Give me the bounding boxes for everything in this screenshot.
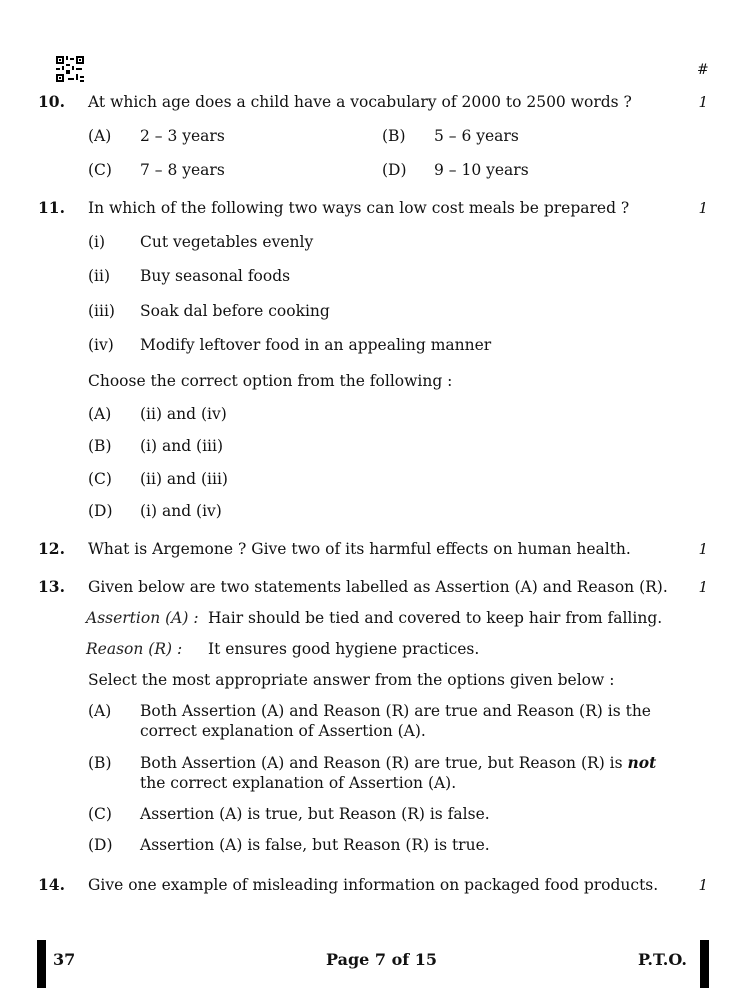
option-label: (D) (88, 502, 113, 520)
option-text: Both Assertion (A) and Reason (R) are true and Reason (R) is the correct explanation of Assertion (A). (140, 702, 651, 740)
item-label: (iv) (88, 336, 114, 354)
item-label: (iii) (88, 302, 115, 320)
question-prompt: Choose the correct option from the following : (88, 372, 453, 390)
option-text: Assertion (A) is false, but Reason (R) is true. (140, 836, 490, 854)
assertion-label: Assertion (A) : (86, 609, 199, 627)
item-text: Soak dal before cooking (140, 302, 330, 320)
marks: 1 (698, 578, 708, 596)
reason-label: Reason (R) : (86, 640, 183, 658)
question-number: 14. (38, 875, 65, 894)
item-label: (ii) (88, 267, 111, 285)
marks: 1 (698, 199, 708, 217)
qr-code-icon (56, 56, 84, 82)
option-label: (C) (88, 805, 112, 823)
option-label: (D) (382, 161, 407, 179)
option-label: (B) (382, 127, 406, 145)
option-text: (i) and (iii) (140, 437, 224, 455)
option-label: (D) (88, 836, 113, 854)
marks: 1 (698, 540, 708, 558)
marks: 1 (698, 93, 708, 111)
question-prompt: Select the most appropriate answer from the options given below : (88, 671, 615, 689)
item-text: Cut vegetables evenly (140, 233, 314, 251)
option-text: Both Assertion (A) and Reason (R) are true, but Reason (R) is not the correct explanation of Assertion (A). (140, 753, 657, 792)
page-number: Page 7 of 15 (326, 950, 437, 969)
item-text: Modify leftover food in an appealing manner (140, 336, 492, 354)
question-text: In which of the following two ways can low cost meals be prepared ? (88, 199, 630, 217)
question-number: 11. (38, 198, 65, 217)
question-text: At which age does a child have a vocabulary of 2000 to 2500 words ? (88, 93, 632, 111)
page-hash-mark: # (697, 62, 709, 78)
option-label: (A) (88, 405, 112, 423)
item-label: (i) (88, 233, 106, 251)
option-text: 9 – 10 years (434, 161, 529, 179)
option-label: (C) (88, 470, 112, 488)
question-text: What is Argemone ? Give two of its harmful effects on human health. (88, 540, 631, 558)
question-text: Given below are two statements labelled as Assertion (A) and Reason (R). (88, 578, 668, 596)
footer-bar-left (37, 940, 46, 988)
option-text: 5 – 6 years (434, 127, 519, 145)
marks: 1 (698, 876, 708, 894)
pto-label: P.T.O. (638, 950, 687, 969)
option-label: (B) (88, 437, 112, 455)
option-text: 2 – 3 years (140, 127, 225, 145)
option-text: (ii) and (iv) (140, 405, 227, 423)
emphasis-not: not (627, 753, 657, 772)
option-text: 7 – 8 years (140, 161, 225, 179)
item-text: Buy seasonal foods (140, 267, 291, 285)
question-number: 12. (38, 539, 65, 558)
question-text: Give one example of misleading information on packaged food products. (88, 876, 659, 894)
option-text: (ii) and (iii) (140, 470, 228, 488)
reason-text: It ensures good hygiene practices. (208, 640, 480, 658)
assertion-text: Hair should be tied and covered to keep hair from falling. (208, 609, 663, 627)
option-text: (i) and (iv) (140, 502, 222, 520)
question-number: 13. (38, 577, 65, 596)
paper-code: 37 (53, 950, 76, 969)
option-label: (A) (88, 127, 112, 145)
footer-bar-right (700, 940, 709, 988)
option-label: (B) (88, 754, 112, 772)
option-text: Assertion (A) is true, but Reason (R) is false. (140, 805, 490, 823)
option-label: (C) (88, 161, 112, 179)
question-number: 10. (38, 92, 65, 111)
option-label: (A) (88, 702, 112, 720)
